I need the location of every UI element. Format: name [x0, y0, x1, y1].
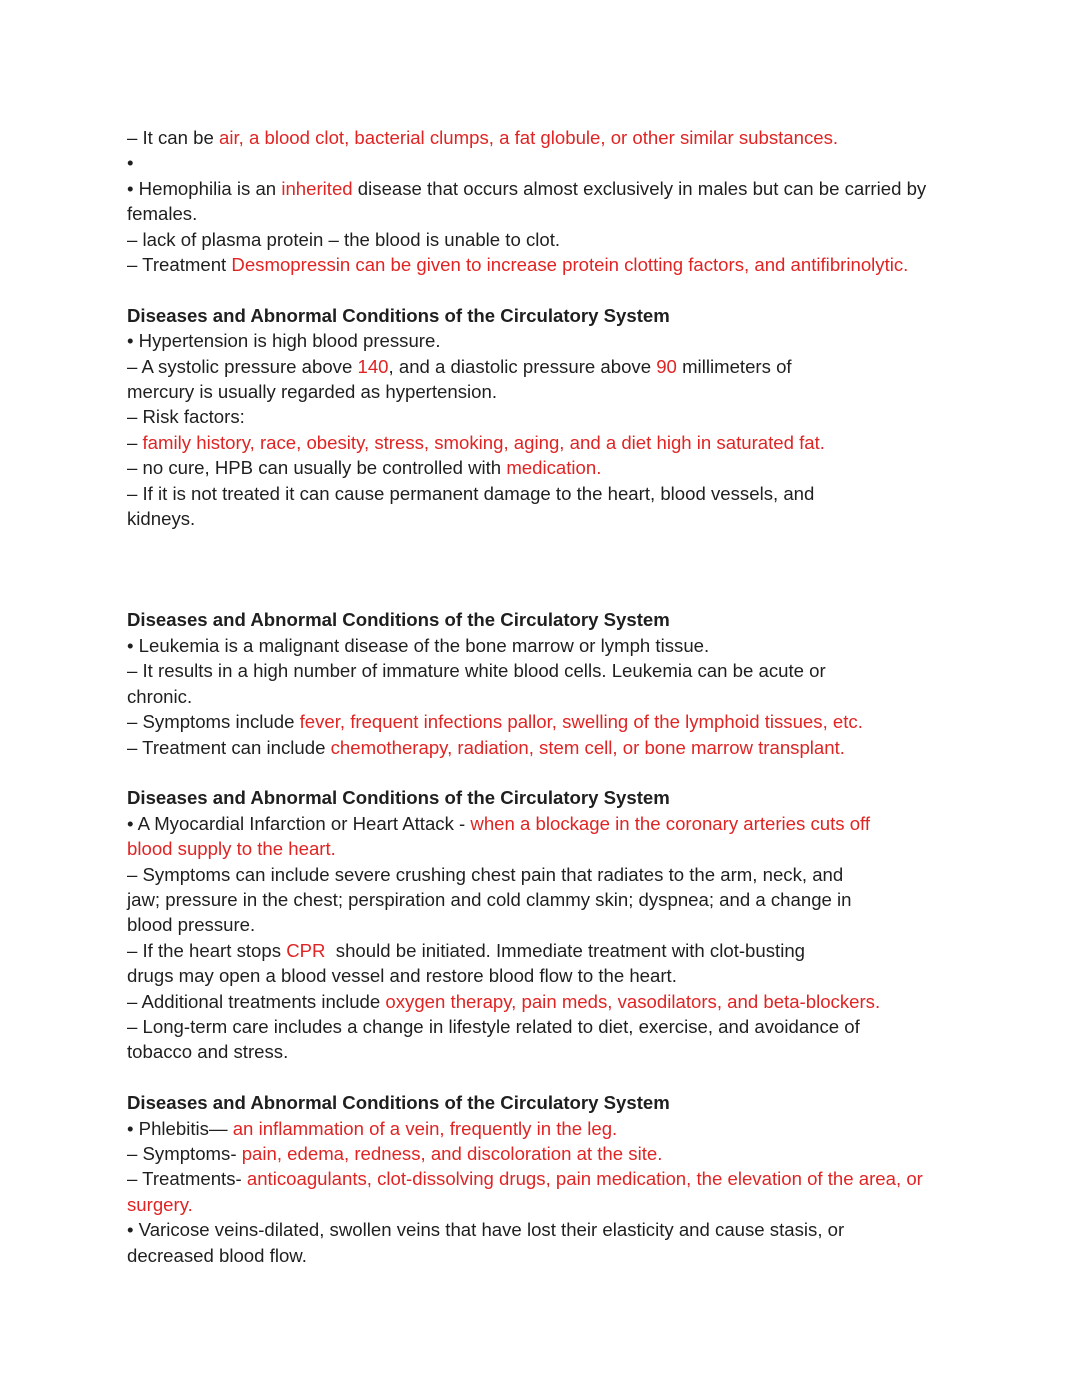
highlight-text: medication. [506, 457, 602, 479]
empty-bullet: • [127, 152, 134, 174]
highlight-text: 90 [656, 355, 677, 377]
mi-line-2: – Symptoms can include severe crushing chest pain that radiates to the arm, neck, and jaw; pressure in the chest; perspiration and cold clammy skin; dyspnea; and a change in blood pressure. [127, 863, 852, 936]
highlight-text: Desmopressin can be given to increase protein clotting factors, and antifibrinolytic. [231, 254, 909, 276]
phlebitis-line-1 [127, 1116, 957, 1141]
mi-line-1 [127, 811, 917, 862]
text: disease that occurs almost exclusively in males but can be carried by females. [127, 177, 927, 225]
highlight-text: pain, edema, redness, and discoloration at the site. [241, 1142, 663, 1164]
text: – Symptoms include [127, 711, 300, 733]
leukemia-line-1: • Leukemia is a malignant disease of the bone marrow or lymph tissue. [127, 634, 710, 656]
text: • Phlebitis— [127, 1117, 233, 1139]
highlight-text: anticoagulants, clot-dissolving drugs, pain medication, the elevation of the area, or surgery. [127, 1168, 923, 1215]
hemophilia-line-2: – lack of plasma protein – the blood is unable to clot. [127, 228, 561, 250]
mi-line-5: – Long-term care includes a change in lifestyle related to diet, exercise, and avoidance of tobacco and stress. [127, 1015, 860, 1063]
text: • Hemophilia is an [127, 177, 282, 199]
text: , and a diastolic pressure above [388, 355, 657, 377]
text: – A systolic pressure above [127, 355, 358, 377]
hemophilia-line-3 [127, 252, 957, 277]
phlebitis-line-2 [127, 1141, 957, 1166]
text: – If the heart stops [127, 939, 287, 961]
hypertension-line-2 [127, 354, 827, 405]
text: – Treatment [127, 254, 232, 276]
highlight-text: oxygen therapy, pain meds, vasodilators, and beta-blockers. [385, 990, 881, 1012]
section-heading-leukemia: Diseases and Abnormal Conditions of the Circulatory System [127, 609, 670, 631]
leukemia-line-4 [127, 735, 957, 760]
phlebitis-line-3 [127, 1166, 939, 1217]
highlight-text: when a blockage in the coronary arteries cuts off blood supply to the heart. [127, 812, 871, 860]
text: should be initiated. Immediate treatment with clot-busting drugs may open a blood vessel and restore blood flow to the heart. [127, 939, 811, 987]
hypertension-line-3: – Risk factors: [127, 406, 245, 428]
text: • A Myocardial Infarction or Heart Attack - [127, 812, 471, 834]
leukemia-line-2: – It results in a high number of immature white blood cells. Leukemia can be acute or chronic. [127, 660, 826, 707]
section-heading-hypertension: Diseases and Abnormal Conditions of the Circulatory System [127, 304, 670, 326]
leukemia-line-3 [127, 709, 957, 734]
highlight-text: an inflammation of a vein, frequently in the leg. [232, 1117, 618, 1139]
mi-line-3 [127, 938, 839, 989]
text: – It can be [127, 127, 219, 148]
highlight-text: family history, race, obesity, stress, smoking, aging, and a diet high in saturated fat. [142, 431, 825, 453]
text: – no cure, HPB can usually be controlled with [127, 457, 507, 479]
highlight-text: 140 [357, 355, 389, 377]
hypertension-line-4 [127, 430, 957, 455]
highlight-text: air, a blood clot, bacterial clumps, a fat globule, or other similar substances. [219, 127, 839, 148]
text: millimeters of mercury is usually regarded as hypertension. [127, 355, 792, 403]
phlebitis-line-4: • Varicose veins-dilated, swollen veins that have lost their elasticity and cause stasis, or decreased blood flow. [127, 1219, 845, 1266]
section-heading-mi: Diseases and Abnormal Conditions of the Circulatory System [127, 787, 670, 809]
mi-line-4 [127, 989, 957, 1014]
hemophilia-line-1 [127, 176, 939, 227]
section-heading-phlebitis: Diseases and Abnormal Conditions of the Circulatory System [127, 1092, 670, 1114]
highlight-text: fever, frequent infections pallor, swelling of the lymphoid tissues, etc. [299, 711, 863, 733]
text: – Additional treatments include [127, 990, 386, 1012]
highlight-text: inherited [281, 177, 353, 199]
text: – [127, 431, 143, 453]
document-page [127, 125, 957, 1268]
text: – Symptoms- [127, 1142, 242, 1164]
text: – Treatments- [127, 1168, 247, 1190]
text: – Treatment can include [127, 736, 331, 758]
embolism-line-1 [127, 125, 957, 150]
hypertension-line-1: • Hypertension is high blood pressure. [127, 330, 441, 352]
hypertension-line-6: – If it is not treated it can cause permanent damage to the heart, blood vessels, and kidneys. [127, 482, 815, 530]
hypertension-line-5 [127, 455, 957, 480]
highlight-text: chemotherapy, radiation, stem cell, or bone marrow transplant. [330, 736, 845, 758]
highlight-text: CPR [286, 939, 326, 961]
